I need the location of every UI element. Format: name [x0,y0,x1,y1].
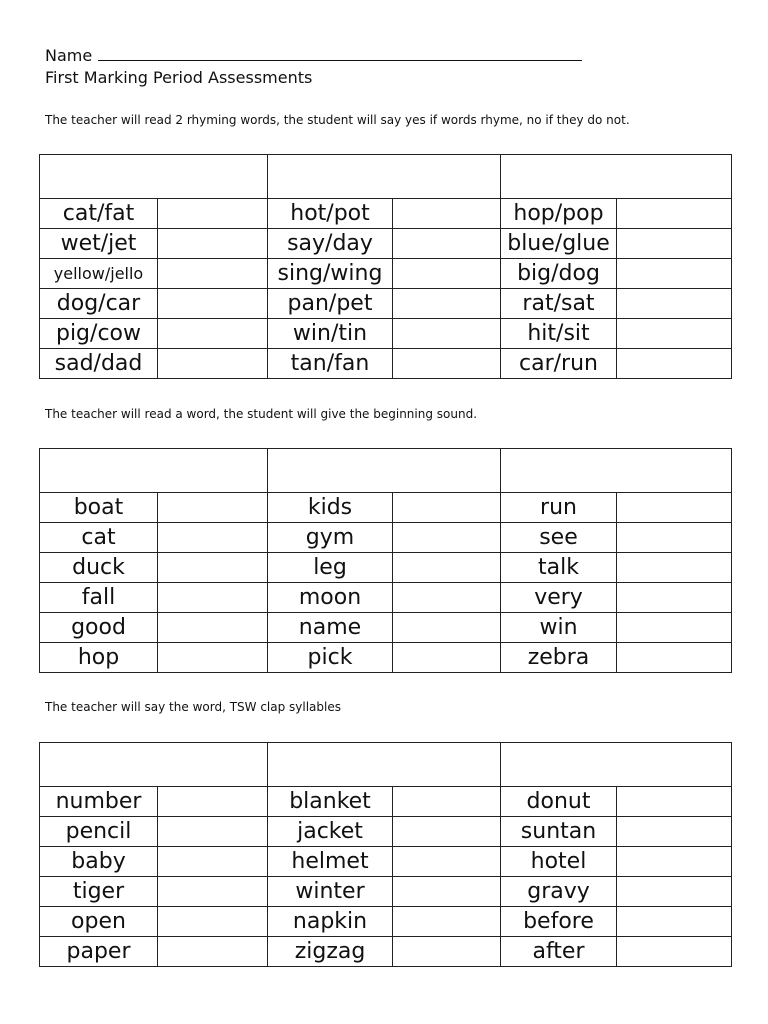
word-cell: number [40,787,158,817]
word-cell: name [268,613,393,643]
table-row [40,259,732,289]
word-cell: baby [40,847,158,877]
answer-cell[interactable] [158,877,268,907]
word-cell: gym [268,523,393,553]
word-cell: hotel [501,847,617,877]
syllables-table [39,742,732,967]
answer-cell[interactable] [393,493,501,523]
answer-cell[interactable] [393,523,501,553]
answer-cell[interactable] [393,613,501,643]
word-cell: talk [501,553,617,583]
answer-cell[interactable] [617,289,732,319]
table-row [40,937,732,967]
word-cell: gravy [501,877,617,907]
word-cell: moon [268,583,393,613]
word-cell: jacket [268,817,393,847]
answer-cell[interactable] [158,199,268,229]
word-cell: pan/pet [268,289,393,319]
word-cell: big/dog [501,259,617,289]
answer-cell[interactable] [617,319,732,349]
word-cell: open [40,907,158,937]
word-cell: duck [40,553,158,583]
word-cell: napkin [268,907,393,937]
beginning-sound-table [39,448,732,673]
answer-cell[interactable] [617,937,732,967]
answer-cell[interactable] [158,553,268,583]
answer-cell[interactable] [617,199,732,229]
answer-cell[interactable] [158,319,268,349]
word-cell: winter [268,877,393,907]
answer-cell[interactable] [393,289,501,319]
word-cell: zebra [501,643,617,673]
answer-cell[interactable] [158,583,268,613]
word-cell: leg [268,553,393,583]
word-cell: boat [40,493,158,523]
answer-cell[interactable] [617,493,732,523]
instruction-syllables: The teacher will say the word, TSW clap syllables [45,700,341,714]
answer-cell[interactable] [158,937,268,967]
word-cell: hop/pop [501,199,617,229]
table-row [40,553,732,583]
word-cell: before [501,907,617,937]
word-cell: after [501,937,617,967]
answer-cell[interactable] [158,229,268,259]
word-cell: win/tin [268,319,393,349]
word-cell: car/run [501,349,617,379]
word-cell: dog/car [40,289,158,319]
word-cell: tan/fan [268,349,393,379]
answer-cell[interactable] [158,817,268,847]
answer-cell[interactable] [158,613,268,643]
word-cell: run [501,493,617,523]
answer-cell[interactable] [617,787,732,817]
table-row [40,583,732,613]
word-cell: suntan [501,817,617,847]
answer-cell[interactable] [393,319,501,349]
answer-cell[interactable] [158,289,268,319]
word-cell: tiger [40,877,158,907]
answer-cell[interactable] [393,229,501,259]
rhyming-table [39,154,732,379]
table-row [40,229,732,259]
name-label: Name [45,46,93,65]
answer-cell[interactable] [617,553,732,583]
word-cell: blue/glue [501,229,617,259]
word-cell: say/day [268,229,393,259]
table-row [40,349,732,379]
document-title: First Marking Period Assessments [45,68,313,87]
word-cell: good [40,613,158,643]
table-row [40,319,732,349]
answer-cell[interactable] [393,787,501,817]
header-cell[interactable] [40,743,268,787]
answer-cell[interactable] [617,613,732,643]
answer-cell[interactable] [617,907,732,937]
answer-cell[interactable] [393,907,501,937]
answer-cell[interactable] [393,937,501,967]
word-cell: hit/sit [501,319,617,349]
answer-cell[interactable] [617,349,732,379]
name-blank[interactable] [98,46,582,61]
answer-cell[interactable] [393,877,501,907]
header-cell[interactable] [501,155,732,199]
table-row [40,493,732,523]
word-cell: blanket [268,787,393,817]
word-cell: rat/sat [501,289,617,319]
answer-cell[interactable] [617,643,732,673]
answer-cell[interactable] [158,643,268,673]
table-row [40,523,732,553]
table-row [40,847,732,877]
table-row [40,199,732,229]
word-cell: helmet [268,847,393,877]
word-cell: cat/fat [40,199,158,229]
header-cell[interactable] [40,155,268,199]
word-cell: very [501,583,617,613]
word-cell: kids [268,493,393,523]
instruction-beginning-sound: The teacher will read a word, the student will give the beginning sound. [45,407,478,421]
answer-cell[interactable] [393,583,501,613]
word-cell: wet/jet [40,229,158,259]
instruction-rhyming: The teacher will read 2 rhyming words, the student will say yes if words rhyme, no if they do not. [45,113,630,127]
word-cell: sing/wing [268,259,393,289]
word-cell: pig/cow [40,319,158,349]
answer-cell[interactable] [617,817,732,847]
answer-cell[interactable] [617,583,732,613]
word-cell: fall [40,583,158,613]
answer-cell[interactable] [393,259,501,289]
answer-cell[interactable] [158,349,268,379]
word-cell: paper [40,937,158,967]
answer-cell[interactable] [393,847,501,877]
header-cell[interactable] [268,155,501,199]
answer-cell[interactable] [393,553,501,583]
answer-cell[interactable] [158,847,268,877]
header-cell[interactable] [268,449,501,493]
answer-cell[interactable] [158,259,268,289]
header-cell[interactable] [40,449,268,493]
answer-cell[interactable] [617,523,732,553]
answer-cell[interactable] [393,199,501,229]
answer-cell[interactable] [393,643,501,673]
answer-cell[interactable] [617,847,732,877]
answer-cell[interactable] [617,877,732,907]
name-line [45,46,582,65]
table-row [40,643,732,673]
table-header-row [40,155,732,199]
header-cell[interactable] [268,743,501,787]
header-cell[interactable] [501,743,732,787]
table-row [40,289,732,319]
answer-cell[interactable] [158,907,268,937]
answer-cell[interactable] [158,493,268,523]
word-cell: sad/dad [40,349,158,379]
word-cell: donut [501,787,617,817]
table-row [40,787,732,817]
word-cell: yellow/jello [40,259,158,289]
word-cell: pencil [40,817,158,847]
table-row [40,817,732,847]
word-cell: pick [268,643,393,673]
table-row [40,877,732,907]
word-cell: win [501,613,617,643]
table-header-row [40,743,732,787]
answer-cell[interactable] [393,349,501,379]
word-cell: cat [40,523,158,553]
answer-cell[interactable] [158,523,268,553]
answer-cell[interactable] [617,259,732,289]
word-cell: hot/pot [268,199,393,229]
table-header-row [40,449,732,493]
answer-cell[interactable] [158,787,268,817]
word-cell: zigzag [268,937,393,967]
word-cell: see [501,523,617,553]
header-cell[interactable] [501,449,732,493]
table-row [40,907,732,937]
word-cell: hop [40,643,158,673]
table-row [40,613,732,643]
answer-cell[interactable] [393,817,501,847]
answer-cell[interactable] [617,229,732,259]
